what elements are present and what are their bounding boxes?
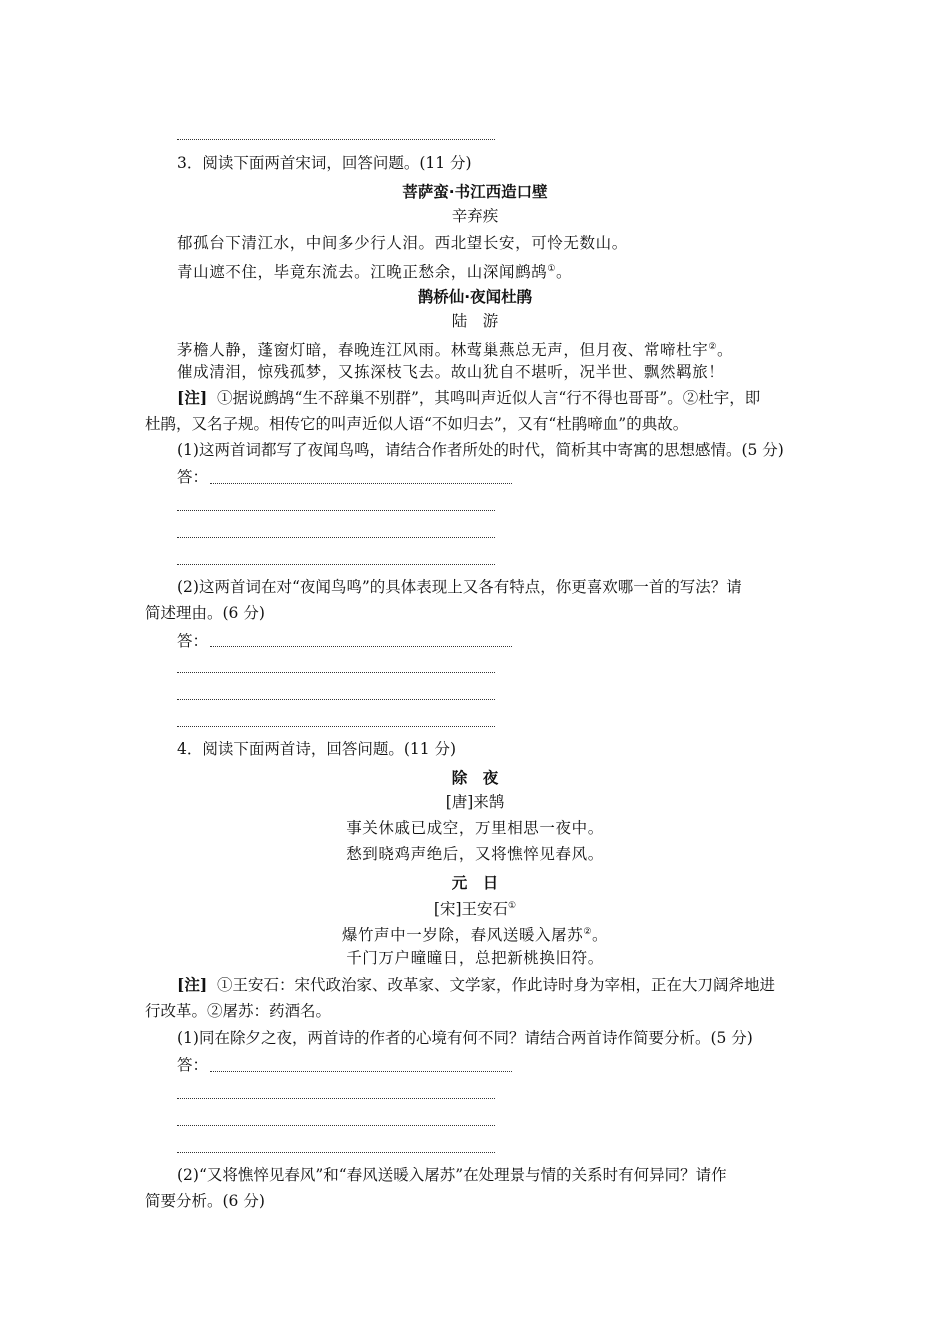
q4-poem2-author: [145, 896, 805, 919]
q4-poem2-title: 元 日: [451, 874, 499, 892]
footnote-marker: ①: [547, 264, 556, 274]
q4-sub1-answer-label: 答：: [177, 1056, 209, 1074]
answer-line[interactable]: [177, 672, 495, 673]
q3-sub2-line2: 简述理由。(6 分): [145, 604, 265, 622]
q4-poem2-author-text: [宋]王安石: [433, 900, 509, 919]
q4-note-text1: ①王安石：宋代政治家、改革家、文学家，作此诗时身为宰相，正在大刀阔斧地进: [217, 976, 776, 994]
q4-poem2-line1-text: 爆竹声中一岁除，春风送暖入屠苏: [341, 926, 584, 945]
footnote-marker: ①: [508, 901, 517, 911]
q4-heading: 4．阅读下面两首诗，回答问题。(11 分): [177, 740, 457, 758]
q3-note-line1: [177, 388, 760, 408]
answer-line[interactable]: [177, 510, 495, 511]
q3-poem2-line1-text: 茅檐人静，蓬窗灯暗，春晚连江风雨。林莺巢燕总无声，但月夜、常啼杜宇: [177, 341, 709, 360]
q3-sub1-answer-label: 答：: [177, 468, 209, 486]
q3-poem2-title: 鹊桥仙·夜闻杜鹃: [417, 288, 533, 306]
answer-line[interactable]: [177, 699, 495, 700]
answer-line-top: [177, 139, 495, 140]
note-label: [注]: [177, 388, 208, 407]
q4-sub2-line2: 简要分析。(6 分): [145, 1192, 265, 1210]
q4-poem1-line2: 愁到晓鸡声绝后，又将憔悴见春风。: [346, 845, 604, 863]
footnote-marker: ②: [583, 927, 593, 937]
q3-note-line2: 杜鹃，又名子规。相传它的叫声近似人语“不如归去”，又有“杜鹃啼血”的典故。: [145, 415, 689, 433]
answer-line[interactable]: [177, 1125, 495, 1126]
note-label: [注]: [177, 975, 208, 994]
answer-line[interactable]: [177, 537, 495, 538]
q3-poem1-title: 菩萨蛮·书江西造口壁: [402, 183, 548, 201]
q3-sub2-line1: (2)这两首词在对“夜闻鸟鸣”的具体表现上又各有特点，你更喜欢哪一首的写法？请: [177, 578, 742, 596]
answer-line[interactable]: [177, 1098, 495, 1099]
answer-line[interactable]: [177, 1152, 495, 1153]
q3-poem1-line1: 郁孤台下清江水，中间多少行人泪。西北望长安，可怜无数山。: [177, 234, 628, 252]
q3-poem1-author: 辛弃疾: [451, 207, 499, 225]
q3-note-text1: ①据说鹧鸪“生不辞巢不别群”，其鸣叫声近似人言“行不得也哥哥”。②杜宇，即: [217, 389, 761, 407]
q4-note-line1: [177, 975, 775, 995]
q3-poem2-line2: 催成清泪，惊残孤梦，又拣深枝飞去。故山犹自不堪听，况半世、飘然羁旅！: [177, 363, 725, 381]
q3-poem1-line2-end: 。: [555, 263, 573, 282]
q4-poem2-line1-end: 。: [592, 926, 609, 945]
q3-poem2-author: 陆 游: [451, 312, 499, 330]
q4-poem2-line1: [145, 922, 805, 945]
q3-poem2-line1-end: 。: [716, 341, 734, 360]
q4-sub1: (1)同在除夕之夜，两首诗的作者的心境有何不同？请结合两首诗作简要分析。(5 分): [177, 1029, 753, 1047]
q3-poem2-line1: [177, 337, 733, 360]
answer-line[interactable]: [177, 564, 495, 565]
answer-line[interactable]: [210, 483, 512, 484]
q4-sub2-line1: (2)“又将憔悴见春风”和“春风送暖入屠苏”在处理景与情的关系时有何异同？请作: [177, 1166, 727, 1184]
q4-poem1-line1: 事关休戚已成空，万里相思一夜中。: [346, 819, 604, 837]
answer-line[interactable]: [177, 726, 495, 727]
q3-poem1-line2-text: 青山遮不住，毕竟东流去。江晚正愁余，山深闻鹧鸪: [177, 263, 548, 282]
q3-poem1-line2: [177, 259, 572, 282]
q4-poem2-line2: 千门万户曈曈日，总把新桃换旧符。: [346, 949, 604, 967]
answer-line[interactable]: [210, 646, 512, 647]
q3-sub1: (1)这两首词都写了夜闻鸟鸣，请结合作者所处的时代，简析其中寄寓的思想感情。(5 分): [177, 441, 784, 459]
q4-note-line2: 行改革。②屠苏：药酒名。: [145, 1002, 332, 1020]
q4-poem1-title: 除 夜: [451, 769, 499, 787]
footnote-marker: ②: [708, 342, 717, 352]
q3-heading: 3．阅读下面两首宋词，回答问题。(11 分): [177, 154, 472, 172]
answer-line[interactable]: [210, 1071, 512, 1072]
q4-poem1-author: [唐]来鹄: [445, 793, 505, 811]
q3-sub2-answer-label: 答：: [177, 632, 209, 650]
